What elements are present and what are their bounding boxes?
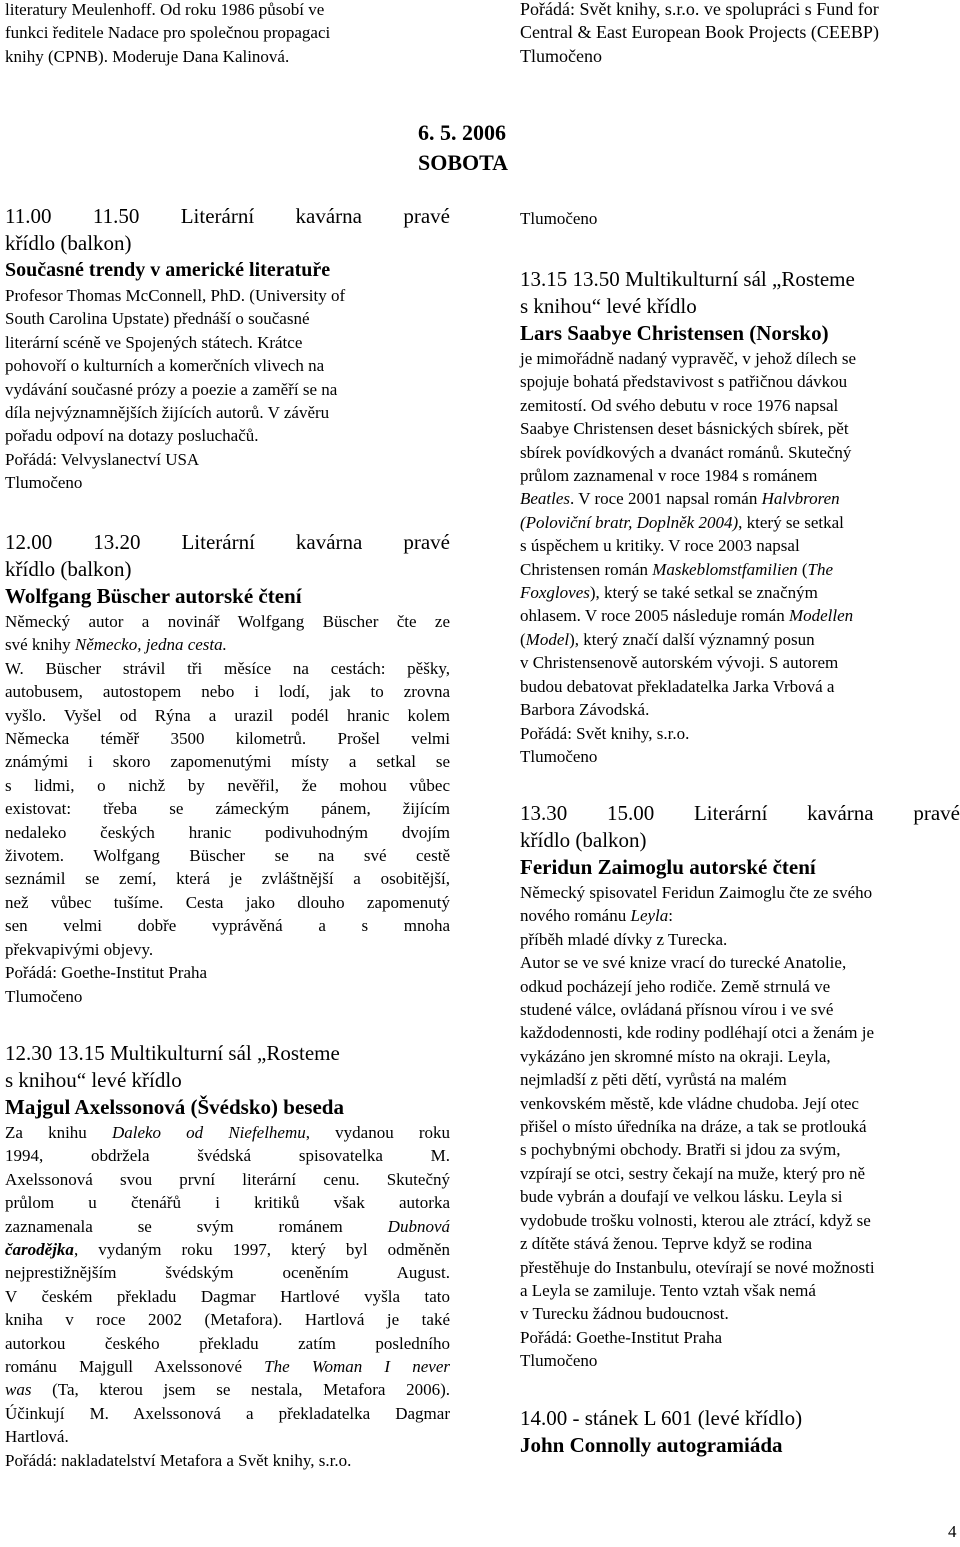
text-line: životem. Wolfgang Büscher se na své cestě: [5, 846, 450, 866]
text-line: venkovském městě, kde vládne chudoba. Její otec: [520, 1093, 859, 1113]
text-line: nedaleko českých hranic podivuhodným dvojím: [5, 822, 450, 842]
text-line: v Turecku žádnou budoucnost.: [520, 1304, 729, 1324]
text-line: vykázáno jen skromné místo na okraji. Leyla,: [520, 1046, 831, 1066]
text-line: vzpírají se otci, sestry čekají na muže, který pro ně: [520, 1163, 866, 1183]
text-line: pořadu odpoví na dotazy posluchačů.: [5, 426, 259, 446]
text-line: známými i skoro zapomenutými místy a setkal se: [5, 752, 450, 772]
text-line: Německý spisovatel Feridun Zaimoglu čte ze svého: [520, 883, 873, 902]
text-line: s pochybnými obchody. Bratři si jdou za svým,: [520, 1140, 841, 1160]
text-line: Účinkují M. Axelssonová a překladatelka Dagmar: [5, 1403, 450, 1423]
text-line: průlom zaznamenal v roce 1984 s románem: [520, 466, 818, 486]
text-line: je mimořádně nadaný vypravěč, v jehož dílech se: [520, 349, 857, 368]
event-axelssonova: [5, 1040, 450, 1472]
text-line: Foxgloves), který se také setkal se značným: [520, 583, 818, 603]
text-line: Central & East European Book Projects (CEEBP): [520, 22, 879, 43]
text-line: s úspěchem u kritiky. V roce 2003 napsal: [520, 536, 800, 556]
event-buscher: [5, 529, 450, 1008]
text-line: Pořádá: Svět knihy, s.r.o. ve spolupráci s Fund for: [520, 0, 879, 19]
text-line: Hartlová.: [5, 1427, 69, 1447]
date-header: [418, 118, 508, 178]
text-line: odkud pocházejí jeho rodiče. Země strnulá ve: [520, 976, 831, 996]
event-place: křídlo (balkon): [5, 557, 132, 581]
event-time: 13.15 13.50 Multikulturní sál „Rosteme: [520, 267, 855, 291]
event-title: Současné trendy v americké literatuře: [5, 259, 331, 281]
text-line: funkci ředitele Nadace pro společnou propagaci: [5, 23, 331, 43]
text-line: kniha v roce 2002 (Metafora). Hartlová je také: [5, 1310, 450, 1330]
text-line: každodennosti, kde rodiny podléhají otci a ženám je: [520, 1023, 875, 1043]
text-line: vydávání současné prózy a poezie a zaměří se na: [5, 379, 338, 399]
event-title: Wolfgang Büscher autorské čtení: [5, 584, 302, 608]
text-line: nového románu Leyla:: [520, 906, 673, 926]
date: 6. 5. 2006: [418, 120, 506, 145]
organizer: Pořádá: Goethe-Institut Praha: [5, 963, 208, 983]
top-left-continuation: [5, 0, 450, 68]
weekday: SOBOTA: [418, 150, 509, 175]
text-line: Německa téměř 3500 kilometrů. Prošel velmi: [5, 729, 450, 749]
text-line: Za knihu Daleko od Niefelhemu, vydanou roku: [5, 1123, 451, 1142]
event-time: 12.30 13.15 Multikulturní sál „Rosteme: [5, 1041, 340, 1065]
top-right-continuation: [520, 0, 960, 68]
text-line: v Christensenově autorském vývoji. S autorem: [520, 653, 839, 673]
event-zaimoglu: [520, 800, 960, 1373]
event-time: 12.00 13.20 Literární kavárna pravé: [5, 530, 450, 554]
text-line: z dítěte stává ženou. Teprve když se rodina: [520, 1234, 813, 1254]
text-line: was (Ta, kterou jsem se nestala, Metafora 2006).: [5, 1380, 450, 1400]
event-title: John Connolly autogramiáda: [520, 1433, 783, 1457]
text-line: Beatles. V roce 2001 napsal román Halvbroren: [520, 489, 840, 509]
text-line: Christensen román Maskeblomstfamilien (The: [520, 559, 834, 579]
text-line: Axelssonová svou první literární cenu. Skutečný: [5, 1169, 450, 1189]
text-line: Profesor Thomas McConnell, PhD. (University of: [5, 286, 346, 305]
text-line: literární scéně ve Spojených státech. Krátce: [5, 332, 303, 352]
translated-note: Tlumočeno: [5, 473, 83, 493]
text-line: V českém překladu Dagmar Hartlové vyšla tato: [5, 1286, 450, 1306]
text-line: Saabye Christensen deset básnických sbírek, pět: [520, 419, 849, 439]
text-line: své knihy Německo, jedna cesta.: [5, 635, 227, 655]
event-place: křídlo (balkon): [520, 828, 647, 852]
translated-note: Tlumočeno: [520, 746, 598, 766]
text-line: (Model), který značí další významný posun: [520, 629, 815, 649]
text-line: románu Majgull Axelssonové The Woman I never: [5, 1357, 450, 1377]
text-line: bude vybrán a doufají ve velkou lásku. Leyla si: [520, 1187, 843, 1207]
text-line: Německý autor a novinář Wolfgang Büscher čte ze: [5, 612, 450, 631]
text-line: přestěhuje do Instanbulu, otevírají se nové možnosti: [520, 1257, 875, 1277]
text-line: s lidmi, o nichž by nevěřil, že mohou vůbec: [5, 775, 450, 795]
event-title: Feridun Zaimoglu autorské čtení: [520, 855, 816, 879]
text-line: příběh mladé dívky z Turecka.: [520, 929, 728, 949]
text-line: seznámil se zemí, která je zvláštnější a osobitější,: [5, 869, 450, 889]
text-line: 1994, obdržela švédská spisovatelka M.: [5, 1146, 450, 1166]
translated-note: Tlumočeno: [520, 45, 602, 66]
text-line: W. Büscher strávil tři měsíce na cestách: pěšky,: [5, 658, 450, 678]
text-line: (Poloviční bratr, Doplněk 2004), který se setkal: [520, 512, 844, 532]
text-line: Autor se ve své knize vrací do turecké Anatolie,: [520, 953, 847, 973]
translated-note: Tlumočeno: [520, 1351, 598, 1371]
text-line: nejprestižnějším švédským oceněním August.: [5, 1263, 450, 1283]
text-line: přišel o místo úředníka na dráze, a tak se protlouká: [520, 1117, 867, 1137]
event-time: 14.00 - stánek L 601 (levé křídlo): [520, 1406, 803, 1430]
page-number: 4: [948, 1522, 957, 1541]
translated-note: Tlumočeno: [5, 986, 83, 1006]
event-time: 11.00 11.50 Literární kavárna pravé: [5, 204, 450, 228]
text-line: díla nejvýznamnějších žijících autorů. V závěru: [5, 403, 330, 423]
text-line: literatury Meulenhoff. Od roku 1986 působí ve: [5, 0, 325, 19]
text-line: zemitostí. Od svého debutu v roce 1976 napsal: [520, 395, 839, 415]
text-line: ohlasem. V roce 2005 následuje román Modellen: [520, 606, 854, 626]
text-line: čarodějka, vydaným roku 1997, který byl odměněn: [5, 1240, 450, 1260]
text-line: než vůbec tušíme. Cesta jako dlouho zapomenutý: [5, 892, 450, 912]
organizer: Pořádá: Velvyslanectví USA: [5, 449, 200, 469]
text-line: studené válce, ovládaná přísnou vírou i ve své: [520, 1000, 834, 1020]
event-time: 13.30 15.00 Literární kavárna pravé: [520, 801, 960, 825]
event-place: s knihou“ levé křídlo: [5, 1068, 182, 1092]
text-line: vyšlo. Vyšel od Rýna a urazil podél hranic kolem: [5, 705, 450, 725]
text-line: překvapivými objevy.: [5, 939, 154, 959]
translated-note: Tlumočeno: [520, 209, 598, 228]
event-connolly: [520, 1405, 960, 1459]
event-mcconnell: [5, 203, 450, 495]
text-line: nejmladší z pěti dětí, vyrůstá na malém: [520, 1070, 787, 1090]
text-line: zaznamenala se svým románem Dubnová: [5, 1216, 450, 1236]
text-line: budou debatovat překladatelka Jarka Vrbová a: [520, 676, 835, 696]
event-christensen: [520, 266, 960, 768]
text-line: knihy (CPNB). Moderuje Dana Kalinová.: [5, 46, 290, 66]
text-line: South Carolina Upstate) přednáší o současné: [5, 309, 310, 329]
organizer: Pořádá: Svět knihy, s.r.o.: [520, 723, 690, 743]
text-line: vydobude trošku volnosti, kterou ale ztrácí, když se: [520, 1210, 871, 1230]
organizer: Pořádá: nakladatelství Metafora a Svět knihy, s.r.o.: [5, 1450, 352, 1470]
event-place: s knihou“ levé křídlo: [520, 294, 697, 318]
text-line: průlom u čtenářů i kritiků však autorka: [5, 1193, 450, 1213]
text-line: autobusem, autostopem nebo i lodí, jak to zrovna: [5, 682, 450, 702]
text-line: autorkou českého překladu zatím posledního: [5, 1333, 450, 1353]
text-line: spojuje bohatá představivost s patřičnou dávkou: [520, 372, 848, 392]
event-title: Majgul Axelssonová (Švédsko) beseda: [5, 1095, 344, 1119]
text-line: a Leyla se zamiluje. Tento vztah však nemá: [520, 1280, 816, 1300]
text-line: sbírek povídkových a dvanáct románů. Skutečný: [520, 442, 852, 462]
text-line: pohovoří o kulturních a komerčních vlivech na: [5, 356, 325, 376]
event-title: Lars Saabye Christensen (Norsko): [520, 321, 829, 345]
text-line: Barbora Závodská.: [520, 700, 650, 720]
organizer: Pořádá: Goethe-Institut Praha: [520, 1327, 723, 1347]
text-line: existovat: třeba se zámeckým pánem, žijícím: [5, 799, 450, 819]
text-line: sen velmi dobře vyprávěná a s mnoha: [5, 916, 450, 936]
event-place: křídlo (balkon): [5, 231, 132, 255]
